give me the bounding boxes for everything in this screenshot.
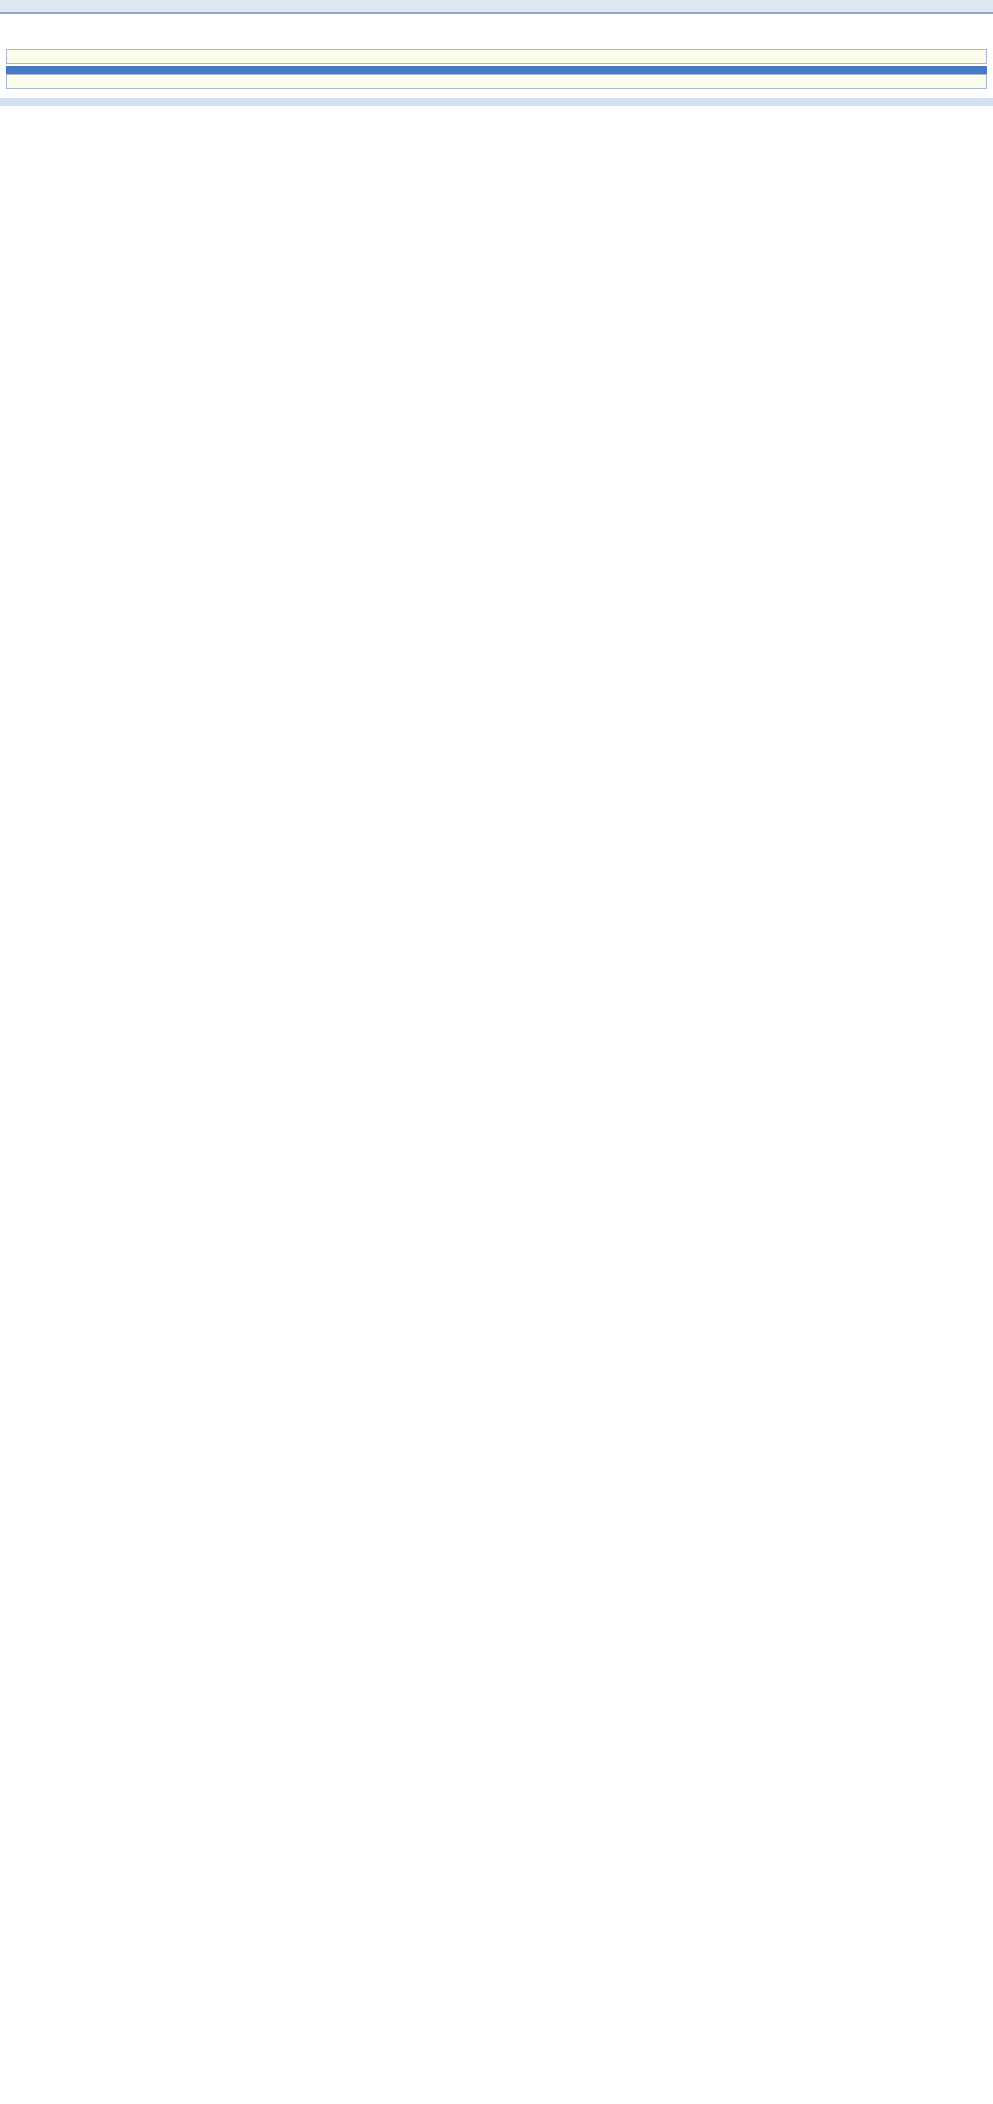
page-top-bar <box>0 98 993 106</box>
top-nav-bar <box>0 0 993 14</box>
rank-column-header <box>7 67 79 74</box>
table-header-row <box>7 67 987 74</box>
page-info-box-top <box>6 49 987 64</box>
ranking-table <box>6 66 987 74</box>
title-column-header <box>79 67 939 74</box>
page-info-box-bottom <box>6 74 987 89</box>
access-column-header <box>939 67 987 74</box>
page-title-line <box>0 22 993 42</box>
